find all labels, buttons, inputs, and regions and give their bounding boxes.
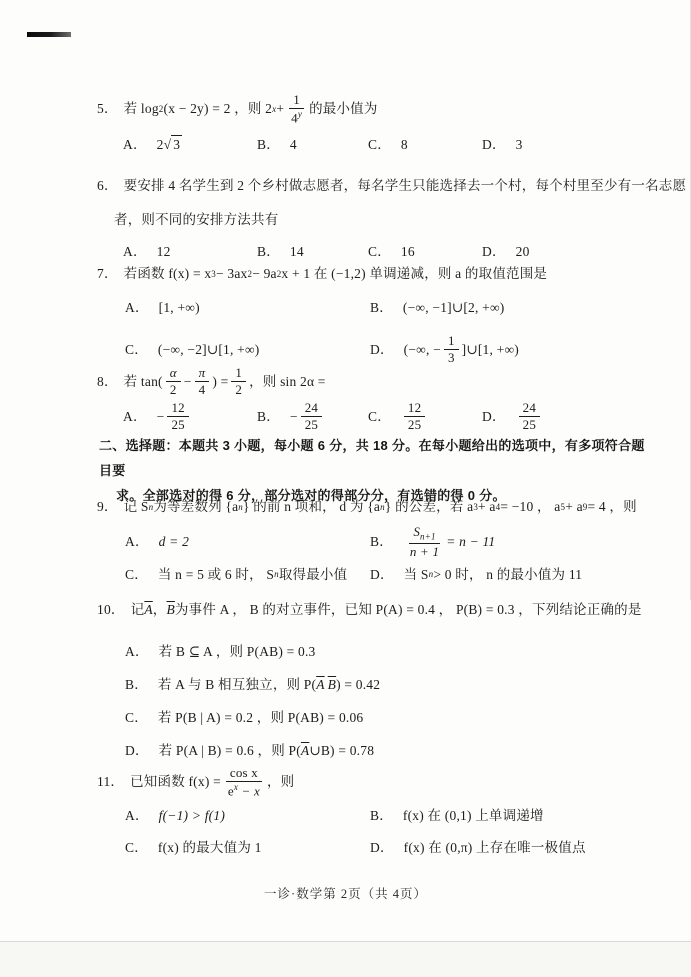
q11-stem-text-1: 已知函数 f(x) = <box>130 774 221 790</box>
q9-option-c <box>125 565 370 585</box>
q5-option-b-value: 4 <box>289 137 297 153</box>
section-2-line1: 二、选择题：本题共 3 小题，每小题 6 分，共 18 分。在每小题给出的选项中，有多项符合题目要 <box>99 438 645 478</box>
q8-fraction-pi <box>195 366 210 397</box>
q8-option-d-den: 25 <box>522 417 537 432</box>
q8-option-a-sign: − <box>156 408 165 424</box>
q11-den-post: − x <box>238 783 260 799</box>
q7-option-b-value: (−∞, −1]∪[2, +∞) <box>402 300 505 315</box>
q8-option-a-label: A． <box>123 408 147 424</box>
q7-option-c-value: (−∞, −2]∪[1, +∞) <box>157 341 260 357</box>
q8-option-d-num: 24 <box>519 401 540 417</box>
q11-option-b <box>370 806 641 826</box>
q7-exp-1: 3 <box>211 268 216 279</box>
q5-option-d-value: 3 <box>515 137 523 153</box>
q10-option-d-overline-A: $\overline{A}$ <box>300 743 310 758</box>
q9-stem-text-7: + a <box>565 499 583 514</box>
q8-option-c <box>368 401 482 432</box>
q8-stem-text-1: 若 tan( <box>123 373 163 389</box>
question-9 <box>97 497 641 585</box>
q9-stem-text-1: 记 S <box>123 499 149 514</box>
q8-stem-text-4: ，则 sin 2α = <box>249 373 326 389</box>
q5-option-a-coef: 2 <box>156 137 164 153</box>
q5-option-d <box>482 135 641 155</box>
question-7 <box>97 264 641 365</box>
q8-option-b <box>257 401 368 432</box>
q8-option-c-den: 25 <box>407 417 422 432</box>
q6-option-b-label: B． <box>257 244 280 259</box>
page-footer: 一诊·数学第 2页（共 4页） <box>264 887 427 901</box>
q10-option-c-value: 若 P(B | A) = 0.2 ，则 P(AB) = 0.06 <box>157 710 364 725</box>
q11-option-b-value: f(x) 在 (0,1) 上单调递增 <box>402 808 544 824</box>
q9-option-c-post: 取得最小值 <box>278 566 348 582</box>
q6-option-d-value: 20 <box>515 244 530 259</box>
q8-option-c-fraction <box>404 401 425 432</box>
question-6 <box>97 176 687 262</box>
q11-option-a-value: f(−1) > f(1) <box>158 808 226 824</box>
q9-option-b-post: = n − 11 <box>446 533 496 549</box>
q7-number: 7． <box>97 266 118 281</box>
q7-stem-text-1: 若函数 f(x) = x <box>123 266 212 281</box>
q5-frac-den-exp: y <box>297 109 303 119</box>
q10-option-c <box>125 708 641 728</box>
q10-stem-text-1: 记 <box>130 602 145 617</box>
q11-den-exp: x <box>233 782 239 792</box>
q6-option-b-value: 14 <box>289 244 304 259</box>
q6-option-b <box>257 242 368 262</box>
q7-option-d-pre: (−∞, − <box>403 341 441 357</box>
question-5 <box>97 93 641 155</box>
q7-option-d <box>370 334 641 365</box>
q11-number: 11． <box>97 774 125 790</box>
q8-f2-den: 4 <box>198 382 206 397</box>
q11-option-c-value: f(x) 的最大值为 1 <box>157 840 262 856</box>
q5-number: 5． <box>97 101 118 117</box>
q10-option-b <box>125 675 641 695</box>
q8-option-b-num: 24 <box>301 401 322 417</box>
q5-fraction-denominator <box>287 109 306 125</box>
q10-option-a-value: 若 B ⊆ A ，则 P(AB) = 0.3 <box>158 644 316 659</box>
q9-option-b <box>370 525 641 559</box>
q8-f1-den: 2 <box>169 382 177 397</box>
q11-option-a-label: A． <box>125 808 149 824</box>
q9-option-d <box>370 565 641 585</box>
q5-option-a-radicand: 3 <box>173 137 181 153</box>
q9-option-a-value: d = 2 <box>158 533 190 549</box>
q6-option-c-label: C． <box>368 244 391 259</box>
q9-sub-4: 3 <box>473 501 479 512</box>
q7-option-a-label: A． <box>125 300 149 315</box>
q7-stem-text-3: − 9a <box>252 266 277 281</box>
q9-stem-text-3: } 的前 n 项和， d 为 {a <box>243 499 381 514</box>
q6-stem-line2: 者，则不同的安排方法共有 <box>114 212 279 227</box>
q7-stem-text-4: x + 1 在 (−1,2) 单调递减，则 a 的取值范围是 <box>281 266 548 281</box>
q11-fraction-denominator <box>224 782 264 798</box>
q5-option-a-label: A． <box>123 137 147 153</box>
q6-option-d-label: D． <box>482 244 506 259</box>
q9-stem-text-4: } 的公差，若 a <box>384 499 474 514</box>
q6-option-c-value: 16 <box>400 244 415 259</box>
question-10 <box>97 600 641 761</box>
q9-sub-2: n <box>238 501 243 512</box>
q11-den-base: e <box>227 783 234 799</box>
q6-number: 6． <box>97 178 118 193</box>
q11-option-c <box>125 838 370 858</box>
q9-sub-7: 9 <box>582 501 588 512</box>
q7-option-d-post: ]∪[1, +∞) <box>461 341 519 357</box>
q9-option-d-sub: n <box>428 569 434 580</box>
q9-options-row2 <box>125 565 641 585</box>
q10-option-d <box>125 741 641 761</box>
q11-option-b-label: B． <box>370 808 393 824</box>
q10-option-b-label: B． <box>125 677 148 692</box>
q8-option-b-den: 25 <box>304 417 319 432</box>
q9-option-b-label: B． <box>370 533 393 549</box>
q8-option-a-fraction <box>167 401 188 432</box>
q9-b-num-sub: n+1 <box>420 531 436 542</box>
q9-sub-1: n <box>148 501 154 512</box>
q11-option-d-value: f(x) 在 (0,π) 上存在唯一极值点 <box>403 840 586 856</box>
q9-option-b-fraction <box>406 525 443 559</box>
q9-option-c-pre: 当 n = 5 或 6 时， S <box>157 566 275 582</box>
q6-option-a <box>123 242 257 262</box>
q8-option-b-sign: − <box>289 408 298 424</box>
q10-option-c-label: C． <box>125 710 148 725</box>
q5-fraction-numerator: 1 <box>289 93 304 109</box>
q10-option-b-overline-A: $\overline{A}$ <box>316 677 325 692</box>
q9-stem-text-8: = 4 ，则 <box>587 499 637 514</box>
scan-background-strip <box>0 942 691 977</box>
q9-option-d-pre: 当 S <box>403 566 429 582</box>
q8-stem-text-3: ) = <box>212 373 229 389</box>
radical-sign: √ <box>163 137 172 153</box>
q6-option-d <box>482 242 641 262</box>
q5-stem-text-2: (x − 2y) = 2 ，则 2 <box>163 101 273 117</box>
q8-option-a <box>123 401 257 432</box>
q7-option-c-label: C． <box>125 341 148 357</box>
q5-stem-text-1: 若 log <box>123 101 159 117</box>
q5-option-b-label: B． <box>257 137 280 153</box>
q8-fraction-alpha <box>166 366 181 397</box>
q11-options-row2 <box>125 838 641 858</box>
q6-option-c <box>368 242 482 262</box>
q7-option-d-den: 3 <box>447 350 455 365</box>
q7-option-b-label: B． <box>370 300 393 315</box>
q11-option-d <box>370 838 641 858</box>
q7-option-d-fraction <box>444 334 459 365</box>
q8-option-d-label: D． <box>482 408 506 424</box>
q6-option-a-value: 12 <box>156 244 171 259</box>
q9-stem <box>97 497 641 517</box>
q9-option-c-sub: n <box>274 569 279 580</box>
q5-option-a-sqrt <box>164 135 183 155</box>
q7-option-b <box>370 298 641 318</box>
q10-option-d-pre: 若 P(A | B) = 0.6 ，则 P( <box>158 743 301 758</box>
q8-option-b-label: B． <box>257 408 280 424</box>
q11-stem-text-2: ，则 <box>266 774 295 790</box>
q5-option-d-label: D． <box>482 137 506 153</box>
q8-option-a-den: 25 <box>171 417 185 432</box>
q8-option-d-fraction <box>519 401 540 432</box>
q10-overline-B: $\overline{B}$ <box>166 602 175 617</box>
q9-option-d-post: > 0 时， n 的最小值为 11 <box>433 566 583 582</box>
q8-option-c-label: C． <box>368 408 391 424</box>
q11-stem <box>97 766 641 798</box>
q8-option-b-fraction <box>301 401 322 432</box>
q7-options-row2 <box>125 334 641 365</box>
q5-options <box>123 135 641 155</box>
q8-option-a-num: 12 <box>167 401 188 417</box>
q5-option-c-label: C． <box>368 137 391 153</box>
q8-number: 8． <box>97 373 118 389</box>
q10-number: 10． <box>97 602 125 617</box>
q6-options <box>123 242 641 262</box>
q11-fraction-numerator: cos x <box>226 766 262 782</box>
q7-option-d-label: D． <box>370 341 394 357</box>
q5-log-base: 2 <box>158 103 164 114</box>
q5-stem <box>97 93 641 125</box>
q6-stem-line1 <box>97 176 687 196</box>
q9-option-b-numerator <box>409 525 439 544</box>
q8-stem <box>97 366 641 397</box>
q9-stem-text-5: + a <box>478 499 496 514</box>
q5-option-c <box>368 135 482 155</box>
q7-option-a-value: [1, +∞) <box>158 300 200 315</box>
q8-f2-num: π <box>195 366 210 382</box>
q7-option-d-num: 1 <box>444 334 459 350</box>
q9-sub-3: n <box>380 501 385 512</box>
q5-exponent-x: x <box>272 103 277 114</box>
q5-option-a <box>123 135 257 155</box>
q9-sub-6: 5 <box>560 501 566 512</box>
q10-options <box>125 642 641 761</box>
q11-option-c-label: C． <box>125 840 148 856</box>
q10-option-d-label: D． <box>125 743 149 758</box>
q5-stem-text-4: 的最小值为 <box>309 101 378 117</box>
q9-option-a-label: A． <box>125 533 149 549</box>
q10-stem-text-2: ， <box>152 602 167 617</box>
q10-option-d-post: ∪B) = 0.78 <box>309 743 375 758</box>
q7-option-a <box>125 298 370 318</box>
q8-options <box>123 401 641 432</box>
q10-option-a <box>125 642 641 662</box>
q6-stem-text-1: 要安排 4 名学生到 2 个乡村做志愿者，每名学生只能选择去一个村，每个村里至少有一名志愿 <box>123 178 687 193</box>
q9-number: 9． <box>97 499 118 514</box>
q9-stem-text-6: = −10 ， a <box>500 499 561 514</box>
q8-fraction-half <box>231 366 246 397</box>
q10-option-b-overline-B: $\overline{B}$ <box>327 677 337 692</box>
q10-option-b-pre: 若 A 与 B 相互独立，则 P( <box>157 677 317 692</box>
question-8 <box>97 366 641 432</box>
q11-option-a <box>125 806 370 826</box>
question-11 <box>97 766 641 858</box>
q8-f3-num: 1 <box>231 366 246 382</box>
q7-exp-2: 2 <box>247 268 253 279</box>
section-2-line2: 求。全部选对的得 6 分，部分选对的得部分分，有选错的得 0 分。 <box>116 488 506 503</box>
q7-stem <box>97 264 641 284</box>
q5-fraction <box>287 93 306 125</box>
q11-fraction <box>224 766 264 798</box>
q10-option-b-post: ) = 0.42 <box>336 677 381 692</box>
q9-option-c-label: C． <box>125 566 148 582</box>
q8-stem-text-2: − <box>183 373 192 389</box>
q5-frac-den-base: 4 <box>291 110 298 126</box>
q9-option-b-denominator: n + 1 <box>409 543 440 559</box>
q10-overline-A: $\overline{A}$ <box>144 602 153 617</box>
q9-options-row1 <box>125 525 641 559</box>
q9-option-d-label: D． <box>370 566 394 582</box>
q9-option-a <box>125 525 370 559</box>
q9-stem-text-2: 为等差数列 {a <box>153 499 239 514</box>
q8-option-c-num: 12 <box>404 401 425 417</box>
q10-stem-text-3: 为事件 A ， B 的对立事件，已知 P(A) = 0.4 ， P(B) = 0.3 ，下列结论正确的是 <box>174 602 642 617</box>
q6-option-a-label: A． <box>123 244 147 259</box>
q7-exp-3: 2 <box>276 268 282 279</box>
q7-stem-text-2: − 3ax <box>216 266 248 281</box>
q8-f1-num: α <box>166 366 181 382</box>
q10-stem <box>97 600 641 620</box>
q9-b-num-main: S <box>413 524 421 539</box>
q7-option-c <box>125 334 370 365</box>
q10-option-a-label: A． <box>125 644 149 659</box>
q7-options-row1 <box>125 298 641 318</box>
q9-sub-5: 4 <box>495 501 501 512</box>
q5-option-c-value: 8 <box>400 137 408 153</box>
q8-f3-den: 2 <box>235 382 243 397</box>
scan-corner-mark <box>27 32 71 37</box>
q5-option-b <box>257 135 368 155</box>
q11-option-d-label: D． <box>370 840 394 856</box>
q5-stem-text-3: + <box>276 101 285 117</box>
q8-option-d <box>482 401 641 432</box>
q11-options-row1 <box>125 806 641 826</box>
